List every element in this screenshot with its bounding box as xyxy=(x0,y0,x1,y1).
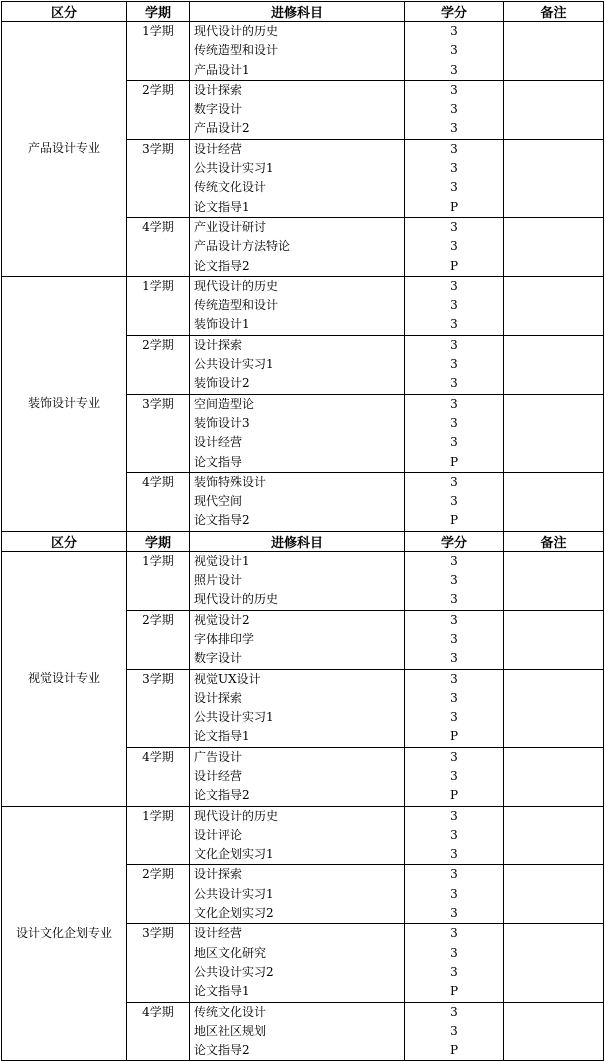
course-name: 设计经营 xyxy=(194,435,243,450)
course-credit: 3 xyxy=(450,612,458,627)
term-label: 1学期 xyxy=(127,276,190,335)
course-name: 照片设计 xyxy=(194,573,243,588)
credit-list xyxy=(405,22,504,81)
course-name: 设计探索 xyxy=(194,867,243,882)
course-name: 视觉设计1 xyxy=(194,553,250,568)
course-credit: 3 xyxy=(450,337,458,352)
credit-list xyxy=(405,669,504,747)
course-name: 装饰特殊设计 xyxy=(194,474,267,489)
course-credit: 3 xyxy=(450,298,458,313)
term-label: 3学期 xyxy=(127,394,190,472)
credit-list xyxy=(405,551,504,610)
header-row xyxy=(2,2,604,22)
course-name: 产业设计研讨 xyxy=(194,219,267,234)
course-name: 现代设计的历史 xyxy=(194,808,279,823)
term-label: 2学期 xyxy=(127,865,190,924)
credit-list xyxy=(405,1002,504,1061)
header-remarks: 备注 xyxy=(504,2,604,22)
term-label: 3学期 xyxy=(127,139,190,217)
course-credit: 3 xyxy=(450,886,458,901)
course-credit: 3 xyxy=(450,278,458,293)
course-credit: 3 xyxy=(450,141,458,156)
course-name: 公共设计实习1 xyxy=(194,710,274,725)
course-credit: 3 xyxy=(450,82,458,97)
remarks-cell xyxy=(504,276,604,335)
course-credit: 3 xyxy=(450,945,458,960)
term-label: 4学期 xyxy=(127,1002,190,1061)
course-credit: P xyxy=(449,513,459,528)
course-name: 产品设计方法特论 xyxy=(194,239,291,254)
course-name: 传统造型和设计 xyxy=(194,43,279,58)
course-name: 论文指导1 xyxy=(194,729,250,744)
course-credit: 3 xyxy=(450,808,458,823)
course-name: 文化企划实习2 xyxy=(194,906,274,921)
term-label: 2学期 xyxy=(127,610,190,669)
subject-list xyxy=(190,80,405,139)
course-name: 地区文化研究 xyxy=(194,945,267,960)
course-credit: 3 xyxy=(450,357,458,372)
course-credit: 3 xyxy=(450,768,458,783)
term-label: 1学期 xyxy=(127,551,190,610)
term-row xyxy=(2,22,604,81)
area-name: 产品设计专业 xyxy=(2,22,127,277)
course-name: 公共设计实习1 xyxy=(194,357,274,372)
course-name: 文化企划实习1 xyxy=(194,847,274,862)
area-name: 设计文化企划专业 xyxy=(2,806,127,1061)
course-credit: 3 xyxy=(450,376,458,391)
course-credit: 3 xyxy=(450,474,458,489)
term-label: 1学期 xyxy=(127,806,190,865)
header-subjects: 进修科目 xyxy=(190,531,405,551)
subject-list xyxy=(190,472,405,531)
curriculum-document xyxy=(1,1,603,1061)
remarks-cell xyxy=(504,747,604,806)
course-name: 字体排印学 xyxy=(194,631,255,646)
remarks-cell xyxy=(504,139,604,217)
course-credit: 3 xyxy=(450,102,458,117)
remarks-cell xyxy=(504,806,604,865)
course-credit: P xyxy=(449,1043,459,1058)
course-credit: P xyxy=(449,729,459,744)
course-credit: 3 xyxy=(450,219,458,234)
subject-list xyxy=(190,747,405,806)
course-credit: 3 xyxy=(450,1004,458,1019)
course-name: 视觉设计2 xyxy=(194,612,250,627)
remarks-cell xyxy=(504,22,604,81)
course-credit: 3 xyxy=(450,906,458,921)
course-credit: 3 xyxy=(450,161,458,176)
credit-list xyxy=(405,335,504,394)
course-credit: 3 xyxy=(450,1023,458,1038)
course-name: 设计经营 xyxy=(194,141,243,156)
course-credit: 3 xyxy=(450,631,458,646)
remarks-cell xyxy=(504,551,604,610)
term-label: 3学期 xyxy=(127,924,190,1002)
header-credits: 学分 xyxy=(405,531,504,551)
credit-list xyxy=(405,80,504,139)
course-name: 传统造型和设计 xyxy=(194,298,279,313)
course-credit: 3 xyxy=(450,239,458,254)
course-name: 视觉UX设计 xyxy=(194,671,261,686)
course-name: 现代设计的历史 xyxy=(194,278,279,293)
course-name: 广告设计 xyxy=(194,749,243,764)
remarks-cell xyxy=(504,80,604,139)
course-credit: 3 xyxy=(450,827,458,842)
remarks-cell xyxy=(504,610,604,669)
subject-list xyxy=(190,139,405,217)
remarks-cell xyxy=(504,924,604,1002)
header-row xyxy=(2,531,604,551)
subject-list xyxy=(190,22,405,81)
course-credit: P xyxy=(449,258,459,273)
course-credit: P xyxy=(449,199,459,214)
course-credit: P xyxy=(449,454,459,469)
credit-list xyxy=(405,747,504,806)
course-name: 公共设计实习2 xyxy=(194,964,274,979)
term-label: 1学期 xyxy=(127,22,190,81)
header-term: 学期 xyxy=(127,2,190,22)
term-label: 4学期 xyxy=(127,472,190,531)
course-name: 产品设计2 xyxy=(194,121,250,136)
credit-list xyxy=(405,472,504,531)
course-credit: 3 xyxy=(450,415,458,430)
remarks-cell xyxy=(504,472,604,531)
course-name: 设计评论 xyxy=(194,827,243,842)
credit-list xyxy=(405,217,504,276)
course-credit: 3 xyxy=(450,43,458,58)
course-credit: 3 xyxy=(450,121,458,136)
remarks-cell xyxy=(504,394,604,472)
course-credit: 3 xyxy=(450,964,458,979)
header-area: 区分 xyxy=(2,2,127,22)
course-name: 论文指导2 xyxy=(194,258,250,273)
term-label: 2学期 xyxy=(127,80,190,139)
subject-list xyxy=(190,394,405,472)
course-name: 设计探索 xyxy=(194,690,243,705)
credit-list xyxy=(405,610,504,669)
credit-list xyxy=(405,394,504,472)
credit-list xyxy=(405,806,504,865)
course-name: 传统文化设计 xyxy=(194,180,267,195)
course-name: 设计经营 xyxy=(194,768,243,783)
area-name: 视觉设计专业 xyxy=(2,551,127,806)
remarks-cell xyxy=(504,217,604,276)
course-name: 公共设计实习1 xyxy=(194,886,274,901)
term-label: 2学期 xyxy=(127,335,190,394)
course-credit: 3 xyxy=(450,396,458,411)
credit-list xyxy=(405,924,504,1002)
remarks-cell xyxy=(504,335,604,394)
course-name: 设计经营 xyxy=(194,926,243,941)
subject-list xyxy=(190,276,405,335)
course-name: 论文指导1 xyxy=(194,199,250,214)
course-name: 传统文化设计 xyxy=(194,1004,267,1019)
course-name: 装饰设计1 xyxy=(194,317,250,332)
header-credits: 学分 xyxy=(405,2,504,22)
course-credit: 3 xyxy=(450,62,458,77)
credit-list xyxy=(405,865,504,924)
course-credit: 3 xyxy=(450,180,458,195)
credit-list xyxy=(405,276,504,335)
course-name: 设计探索 xyxy=(194,337,243,352)
course-credit: 3 xyxy=(450,847,458,862)
course-name: 空间造型论 xyxy=(194,396,255,411)
course-name: 设计探索 xyxy=(194,82,243,97)
course-name: 论文指导2 xyxy=(194,513,250,528)
term-label: 3学期 xyxy=(127,669,190,747)
course-credit: 3 xyxy=(450,651,458,666)
course-name: 地区社区规划 xyxy=(194,1023,267,1038)
subject-list xyxy=(190,806,405,865)
term-row xyxy=(2,276,604,335)
course-credit: 3 xyxy=(450,749,458,764)
course-name: 论文指导2 xyxy=(194,1043,250,1058)
course-name: 论文指导1 xyxy=(194,984,250,999)
area-name: 装饰设计专业 xyxy=(2,276,127,531)
course-credit: 3 xyxy=(450,317,458,332)
course-name: 装饰设计2 xyxy=(194,376,250,391)
course-credit: 3 xyxy=(450,926,458,941)
header-term: 学期 xyxy=(127,531,190,551)
course-name: 现代设计的历史 xyxy=(194,24,279,38)
subject-list xyxy=(190,217,405,276)
subject-list xyxy=(190,865,405,924)
subject-list xyxy=(190,669,405,747)
course-credit: 3 xyxy=(450,24,458,38)
course-name: 现代设计的历史 xyxy=(194,592,279,607)
course-name: 产品设计1 xyxy=(194,62,250,77)
course-name: 数字设计 xyxy=(194,651,243,666)
term-label: 4学期 xyxy=(127,747,190,806)
remarks-cell xyxy=(504,865,604,924)
course-name: 数字设计 xyxy=(194,102,243,117)
subject-list xyxy=(190,924,405,1002)
course-credit: 3 xyxy=(450,690,458,705)
course-name: 公共设计实习1 xyxy=(194,161,274,176)
remarks-cell xyxy=(504,1002,604,1061)
course-credit: 3 xyxy=(450,553,458,568)
course-credit: 3 xyxy=(450,494,458,509)
course-credit: 3 xyxy=(450,573,458,588)
term-row xyxy=(2,806,604,865)
course-name: 论文指导2 xyxy=(194,788,250,803)
subject-list xyxy=(190,1002,405,1061)
curriculum-table xyxy=(1,1,604,1061)
course-credit: P xyxy=(449,984,459,999)
course-credit: P xyxy=(449,788,459,803)
credit-list xyxy=(405,139,504,217)
course-name: 现代空间 xyxy=(194,494,243,509)
header-subjects: 进修科目 xyxy=(190,2,405,22)
subject-list xyxy=(190,551,405,610)
header-area: 区分 xyxy=(2,531,127,551)
course-credit: 3 xyxy=(450,592,458,607)
header-remarks: 备注 xyxy=(504,531,604,551)
course-name: 论文指导 xyxy=(194,454,243,469)
subject-list xyxy=(190,335,405,394)
curriculum-table-body xyxy=(2,2,604,1061)
course-credit: 3 xyxy=(450,867,458,882)
course-name: 装饰设计3 xyxy=(194,415,250,430)
subject-list xyxy=(190,610,405,669)
term-label: 4学期 xyxy=(127,217,190,276)
term-row xyxy=(2,551,604,610)
remarks-cell xyxy=(504,669,604,747)
course-credit: 3 xyxy=(450,435,458,450)
course-credit: 3 xyxy=(450,710,458,725)
course-credit: 3 xyxy=(450,671,458,686)
